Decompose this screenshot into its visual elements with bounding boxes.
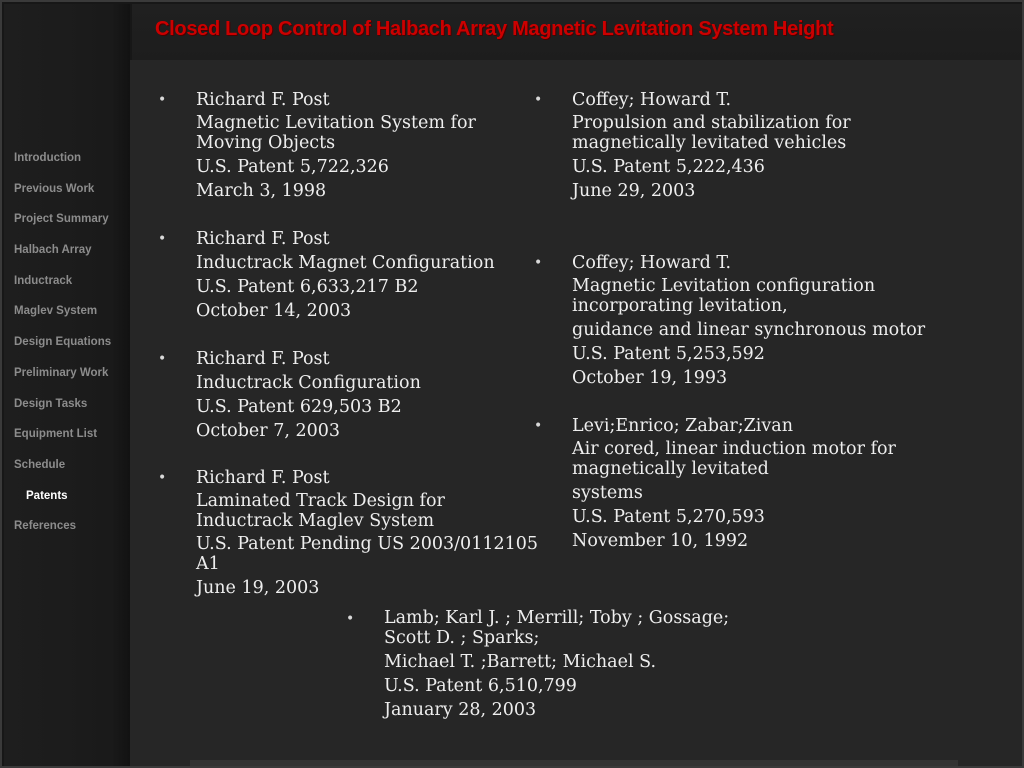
patent-detail: U.S. Patent 6,633,217 B2 bbox=[196, 277, 419, 297]
patent-inventor: Richard F. Post bbox=[196, 229, 330, 249]
nav-item-design-tasks[interactable]: Design Tasks bbox=[14, 397, 88, 410]
bullet-icon: • bbox=[158, 92, 167, 108]
patent-detail: U.S. Patent 5,270,593 bbox=[572, 507, 765, 527]
patent-entry bbox=[534, 88, 968, 203]
patent-detail: Inductrack Magnet Configuration bbox=[196, 253, 495, 273]
patent-inventor: Levi;Enrico; Zabar;Zivan bbox=[572, 416, 793, 436]
patent-inventor: Richard F. Post bbox=[196, 90, 330, 110]
nav-item-equipment-list[interactable]: Equipment List bbox=[14, 428, 98, 441]
nav-item-patents[interactable]: Patents bbox=[26, 489, 68, 502]
patent-detail: October 7, 2003 bbox=[196, 421, 340, 441]
nav-item-introduction[interactable]: Introduction bbox=[14, 152, 82, 164]
patent-inventor: Lamb; Karl J. ; Merrill; Toby ; Gossage; Scott D. ; Sparks; bbox=[384, 608, 730, 648]
patent-detail: Magnetic Levitation System for Moving Objects bbox=[196, 113, 476, 153]
patent-detail: January 28, 2003 bbox=[384, 700, 537, 720]
horizontal-scrollbar[interactable] bbox=[190, 760, 958, 768]
nav-item-previous-work[interactable]: Previous Work bbox=[14, 182, 95, 195]
patent-detail: U.S. Patent 6,510,799 bbox=[384, 676, 577, 696]
nav-item-inductrack[interactable]: Inductrack bbox=[14, 274, 73, 287]
patent-detail: guidance and linear synchronous motor bbox=[572, 320, 926, 340]
patent-detail: U.S. Patent 5,253,592 bbox=[572, 344, 765, 364]
nav-item-schedule[interactable]: Schedule bbox=[14, 458, 66, 471]
nav-item-preliminary-work[interactable]: Preliminary Work bbox=[14, 366, 109, 379]
patent-detail: U.S. Patent 629,503 B2 bbox=[196, 397, 402, 417]
patent-detail: Laminated Track Design for Inductrack Maglev System bbox=[196, 491, 445, 531]
patent-entry bbox=[346, 607, 764, 722]
patent-entry bbox=[158, 227, 538, 323]
patent-entry bbox=[534, 414, 968, 553]
patent-entry bbox=[534, 251, 968, 390]
patent-entry bbox=[158, 88, 538, 203]
bullet-icon: • bbox=[158, 351, 167, 367]
patent-detail: June 19, 2003 bbox=[196, 578, 320, 598]
patent-detail: U.S. Patent 5,722,326 bbox=[196, 157, 389, 177]
patent-detail: U.S. Patent 5,222,436 bbox=[572, 157, 765, 177]
patent-inventor: Richard F. Post bbox=[196, 468, 330, 488]
bullet-icon: • bbox=[534, 418, 543, 434]
patent-detail: October 19, 1993 bbox=[572, 368, 728, 388]
patent-detail: Michael T. ;Barrett; Michael S. bbox=[384, 652, 657, 672]
patent-inventor: Coffey; Howard T. bbox=[572, 253, 732, 273]
nav-item-maglev-system[interactable]: Maglev System bbox=[14, 305, 98, 318]
patent-entry bbox=[158, 347, 538, 443]
patent-detail: systems bbox=[572, 483, 643, 503]
patent-detail: March 3, 1998 bbox=[196, 181, 327, 201]
page-title: Closed Loop Control of Halbach Array Magnetic Levitation System Height bbox=[155, 18, 834, 40]
bullet-icon: • bbox=[158, 231, 167, 247]
sidebar bbox=[4, 4, 130, 768]
nav-item-halbach-array[interactable]: Halbach Array bbox=[14, 244, 92, 257]
patent-detail: Propulsion and stabilization for magnetically levitated vehicles bbox=[572, 113, 851, 153]
sidebar-nav bbox=[14, 150, 111, 549]
bullet-icon: • bbox=[158, 470, 167, 486]
patent-inventor: Richard F. Post bbox=[196, 349, 330, 369]
patent-inventor: Coffey; Howard T. bbox=[572, 90, 732, 110]
patent-detail: U.S. Patent Pending US 2003/0112105 A1 bbox=[196, 534, 538, 574]
patent-detail: Magnetic Levitation configuration incorporating levitation, bbox=[572, 276, 876, 316]
bullet-icon: • bbox=[534, 255, 543, 271]
patent-detail: November 10, 1992 bbox=[572, 531, 749, 551]
bullet-icon: • bbox=[534, 92, 543, 108]
nav-item-project-summary[interactable]: Project Summary bbox=[14, 213, 109, 226]
patent-detail: October 14, 2003 bbox=[196, 301, 352, 321]
patent-detail: Air cored, linear induction motor for magnetically levitated bbox=[572, 439, 896, 479]
nav-item-references[interactable]: References bbox=[14, 520, 77, 533]
bullet-icon: • bbox=[346, 611, 355, 627]
patent-detail: Inductrack Configuration bbox=[196, 373, 421, 393]
patent-detail: June 29, 2003 bbox=[572, 181, 696, 201]
nav-item-design-equations[interactable]: Design Equations bbox=[14, 336, 112, 349]
patent-entry bbox=[158, 466, 538, 600]
